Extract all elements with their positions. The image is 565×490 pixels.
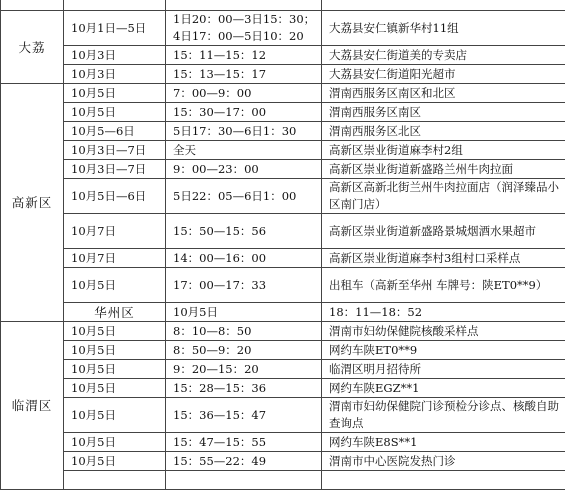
date-cell: 10月7日 xyxy=(64,249,166,268)
table-row xyxy=(1,84,565,103)
place-cell: 高新区高新北街兰州牛肉拉面店（润泽臻品小区南门店） xyxy=(322,179,565,214)
date-cell: 10月5日 xyxy=(64,103,166,122)
date-cell: 10月5日 xyxy=(64,268,166,303)
date-cell: 10月7日 xyxy=(64,214,166,249)
table-row xyxy=(1,471,565,490)
date-cell: 10月3日—7日 xyxy=(64,141,166,160)
time-cell: 5日22：05—6日1：00 xyxy=(166,179,322,214)
place-cell xyxy=(322,471,565,490)
place-cell: 临渭区明月招待所 xyxy=(322,360,565,379)
place-cell: 大荔县安仁街道美的专卖店 xyxy=(322,46,565,65)
district-cell: 大荔 xyxy=(1,11,64,84)
place-cell: 网约车陕EGZ**1 xyxy=(322,379,565,398)
time-cell: 1日20：00—3日15：30；4日17：00—5日10：20 xyxy=(166,11,322,46)
time-cell: 14：00—16：00 xyxy=(166,249,322,268)
time-cell: 8：50—9：20 xyxy=(166,341,322,360)
time-cell xyxy=(166,471,322,490)
district-cell: 高新区 xyxy=(1,84,64,322)
time-cell: 7：00—9：00 xyxy=(166,84,322,103)
date-cell: 10月5日 xyxy=(64,398,166,433)
date-cell: 10月3日 xyxy=(64,46,166,65)
date-cell: 10月5日 xyxy=(64,452,166,471)
time-cell: 8：10—8：50 xyxy=(166,322,322,341)
table-row xyxy=(1,0,565,11)
date-cell xyxy=(64,0,166,11)
time-cell: 15：55—22：49 xyxy=(166,452,322,471)
time-cell: 15：13—15：17 xyxy=(166,65,322,84)
place-cell: 高新区崇业街道新盛路景城烟酒水果超市 xyxy=(322,214,565,249)
date-cell: 10月5日—6日 xyxy=(64,179,166,214)
table-row xyxy=(1,268,565,303)
table-row xyxy=(1,249,565,268)
table-row xyxy=(1,379,565,398)
table-row xyxy=(1,433,565,452)
place-cell: 出租车（高新至华州 车牌号：陕ET0**9） xyxy=(322,268,565,303)
place-cell: 高新区崇业街道麻李村2组 xyxy=(322,141,565,160)
date-cell: 10月3日—7日 xyxy=(64,160,166,179)
date-cell: 10月5日 xyxy=(64,379,166,398)
time-cell: 17：00—17：33 xyxy=(166,268,322,303)
time-cell: 5日17：30—6日1：30 xyxy=(166,122,322,141)
table-row xyxy=(1,322,565,341)
district-cell xyxy=(1,0,64,11)
table-row xyxy=(1,341,565,360)
time-cell: 18：11—18：52 xyxy=(322,303,565,322)
table-row xyxy=(1,103,565,122)
table-row xyxy=(1,65,565,84)
time-cell xyxy=(166,0,322,11)
date-cell xyxy=(64,471,166,490)
date-cell: 10月5日 xyxy=(64,322,166,341)
time-cell: 15：36—15：47 xyxy=(166,398,322,433)
table-row xyxy=(1,160,565,179)
date-cell: 10月3日 xyxy=(64,65,166,84)
table-row xyxy=(1,11,565,46)
place-cell: 渭南市妇幼保健院核酸采样点 xyxy=(322,322,565,341)
place-cell: 渭南市中心医院发热门诊 xyxy=(322,452,565,471)
district-cell: 临渭区 xyxy=(1,322,64,490)
table-row xyxy=(1,122,565,141)
time-cell: 15：30—17：00 xyxy=(166,103,322,122)
time-cell: 15：47—15：55 xyxy=(166,433,322,452)
table-row xyxy=(1,303,565,322)
date-cell: 10月5日 xyxy=(64,433,166,452)
table-row xyxy=(1,360,565,379)
place-cell: 大荔县安仁街道阳光超市 xyxy=(322,65,565,84)
date-cell: 10月5日 xyxy=(64,84,166,103)
place-cell: 网约车陕ET0**9 xyxy=(322,341,565,360)
place-cell: 网约车陕E8S**1 xyxy=(322,433,565,452)
place-cell: 渭南市妇幼保健院门诊预检分诊点、核酸自助查询点 xyxy=(322,398,565,433)
place-cell: 大荔县安仁镇新华村11组 xyxy=(322,11,565,46)
table-row xyxy=(1,141,565,160)
date-cell: 10月5日 xyxy=(64,360,166,379)
table-row xyxy=(1,214,565,249)
table-row xyxy=(1,452,565,471)
place-cell: 渭南西服务区南区和北区 xyxy=(322,84,565,103)
table-row xyxy=(1,398,565,433)
table-row xyxy=(1,46,565,65)
date-cell: 10月5—6日 xyxy=(64,122,166,141)
place-cell: 渭南西服务区北区 xyxy=(322,122,565,141)
date-cell: 10月5日 xyxy=(166,303,322,322)
time-cell: 15：28—15：36 xyxy=(166,379,322,398)
time-cell: 全天 xyxy=(166,141,322,160)
time-cell: 9：00—23：00 xyxy=(166,160,322,179)
time-cell: 15：50—15：56 xyxy=(166,214,322,249)
table-row xyxy=(1,179,565,214)
date-cell: 10月5日 xyxy=(64,341,166,360)
district-cell: 华州区 xyxy=(64,303,166,322)
date-cell: 10月1日—5日 xyxy=(64,11,166,46)
place-cell: 高新区崇业街道新盛路兰州牛肉拉面 xyxy=(322,160,565,179)
time-cell: 9：20—15：20 xyxy=(166,360,322,379)
place-cell: 渭南西服务区南区 xyxy=(322,103,565,122)
time-cell: 15：11—15：12 xyxy=(166,46,322,65)
place-cell xyxy=(322,0,565,11)
place-cell: 高新区崇业街道麻李村3组村口采样点 xyxy=(322,249,565,268)
